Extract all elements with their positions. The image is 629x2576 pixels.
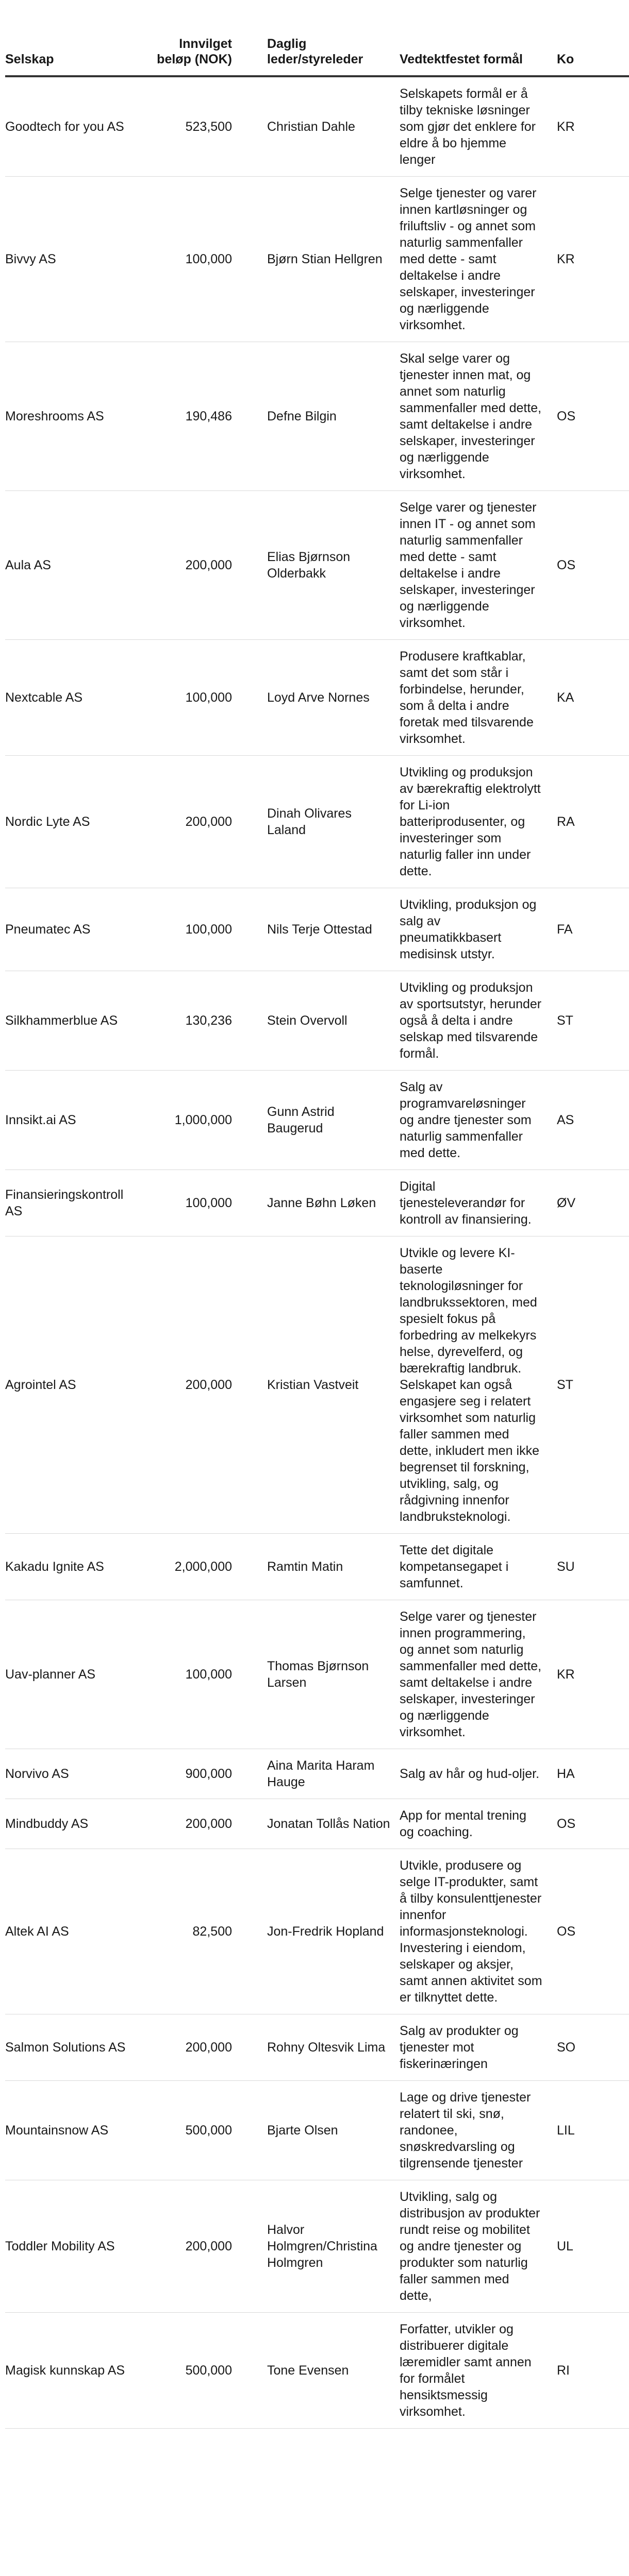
cell-municipality: AS bbox=[557, 1071, 629, 1170]
cell-amount: 130,236 bbox=[147, 971, 242, 1071]
cell-company: Norvivo AS bbox=[5, 1749, 147, 1799]
cell-amount: 200,000 bbox=[147, 756, 242, 888]
cell-purpose: Selge varer og tjenester innen IT - og annet som naturlig sammenfaller med dette - samt deltakelse i andre selskaper, investeringer og nærliggende virksomhet. bbox=[400, 491, 557, 640]
cell-leader: Bjørn Stian Hellgren bbox=[242, 177, 400, 342]
cell-leader: Gunn Astrid Baugerud bbox=[242, 1071, 400, 1170]
cell-amount: 1,000,000 bbox=[147, 1071, 242, 1170]
cell-municipality: KR bbox=[557, 76, 629, 177]
cell-purpose: Salg av produkter og tjenester mot fiskerinæringen bbox=[400, 2014, 557, 2081]
cell-municipality: OS bbox=[557, 491, 629, 640]
table-row bbox=[5, 2014, 629, 2081]
cell-amount: 190,486 bbox=[147, 342, 242, 491]
cell-company: Nordic Lyte AS bbox=[5, 756, 147, 888]
cell-municipality: OS bbox=[557, 342, 629, 491]
cell-municipality: KA bbox=[557, 640, 629, 756]
cell-amount: 100,000 bbox=[147, 1600, 242, 1749]
cell-purpose: App for mental trening og coaching. bbox=[400, 1799, 557, 1849]
cell-leader: Defne Bilgin bbox=[242, 342, 400, 491]
cell-purpose: Salg av hår og hud-oljer. bbox=[400, 1749, 557, 1799]
cell-purpose: Utvikling og produksjon av bærekraftig elektrolytt for Li-ion batteriprodusenter, og investeringer som naturlig faller inn under dette. bbox=[400, 756, 557, 888]
cell-company: Mountainsnow AS bbox=[5, 2081, 147, 2180]
cell-leader: Kristian Vastveit bbox=[242, 1236, 400, 1534]
cell-leader: Loyd Arve Nornes bbox=[242, 640, 400, 756]
cell-purpose: Salg av programvareløsninger og andre tjenester som naturlig sammenfaller med dette. bbox=[400, 1071, 557, 1170]
cell-leader: Dinah Olivares Laland bbox=[242, 756, 400, 888]
table-row bbox=[5, 2180, 629, 2313]
cell-purpose: Selskapets formål er å tilby tekniske løsninger som gjør det enklere for eldre å bo hjemme lenger bbox=[400, 76, 557, 177]
table-row bbox=[5, 342, 629, 491]
table-row bbox=[5, 1170, 629, 1236]
cell-company: Toddler Mobility AS bbox=[5, 2180, 147, 2313]
cell-purpose: Selge varer og tjenester innen programmering, og annet som naturlig sammenfaller med dette, samt deltakelse i andre selskaper, investeringer og nærliggende virksomhet. bbox=[400, 1600, 557, 1749]
cell-purpose: Utvikling, produksjon og salg av pneumatikkbasert medisinsk utstyr. bbox=[400, 888, 557, 971]
cell-amount: 100,000 bbox=[147, 888, 242, 971]
cell-leader: Ramtin Matin bbox=[242, 1534, 400, 1600]
cell-company: Innsikt.ai AS bbox=[5, 1071, 147, 1170]
cell-leader: Jon-Fredrik Hopland bbox=[242, 1849, 400, 2014]
header-purpose[interactable]: Vedtektfestet formål bbox=[400, 0, 557, 76]
cell-municipality: KR bbox=[557, 1600, 629, 1749]
cell-municipality: ST bbox=[557, 1236, 629, 1534]
cell-company: Pneumatec AS bbox=[5, 888, 147, 971]
cell-company: Altek AI AS bbox=[5, 1849, 147, 2014]
table-row bbox=[5, 1236, 629, 1534]
cell-leader: Bjarte Olsen bbox=[242, 2081, 400, 2180]
cell-amount: 82,500 bbox=[147, 1849, 242, 2014]
cell-amount: 200,000 bbox=[147, 1236, 242, 1534]
cell-leader: Thomas Bjørnson Larsen bbox=[242, 1600, 400, 1749]
table-row bbox=[5, 1071, 629, 1170]
table-header bbox=[5, 0, 629, 76]
grants-table bbox=[5, 0, 629, 2429]
cell-purpose: Utvikle og levere KI-baserte teknologiløsninger for landbrukssektoren, med spesielt fokus på forbedring av melkekyrs helse, dyrevelferd, og bærekraftig landbruk. Selskapet kan også engasjere seg i relatert virksomhet som naturlig faller sammen med dette, inkludert men ikke begrenset til forskning, utvikling, salg, og rådgivning innenfor landbruksteknologi. bbox=[400, 1236, 557, 1534]
cell-amount: 500,000 bbox=[147, 2313, 242, 2429]
cell-company: Kakadu Ignite AS bbox=[5, 1534, 147, 1600]
table-row bbox=[5, 1799, 629, 1849]
header-municipality[interactable]: Ko bbox=[557, 0, 629, 76]
table-row bbox=[5, 1849, 629, 2014]
table-row bbox=[5, 756, 629, 888]
cell-municipality: SO bbox=[557, 2014, 629, 2081]
cell-company: Aula AS bbox=[5, 491, 147, 640]
cell-purpose: Skal selge varer og tjenester innen mat, og annet som naturlig sammenfaller med dette, samt deltakelse i andre selskaper, investeringer og nærliggende virksomhet. bbox=[400, 342, 557, 491]
cell-municipality: OS bbox=[557, 1849, 629, 2014]
table-row bbox=[5, 640, 629, 756]
cell-company: Agrointel AS bbox=[5, 1236, 147, 1534]
cell-purpose: Digital tjenesteleverandør for kontroll av finansiering. bbox=[400, 1170, 557, 1236]
header-company[interactable]: Selskap bbox=[5, 0, 147, 76]
cell-company: Goodtech for you AS bbox=[5, 76, 147, 177]
cell-leader: Halvor Holmgren/Christina Holmgren bbox=[242, 2180, 400, 2313]
table-row bbox=[5, 1749, 629, 1799]
cell-amount: 200,000 bbox=[147, 491, 242, 640]
cell-amount: 100,000 bbox=[147, 177, 242, 342]
cell-amount: 523,500 bbox=[147, 76, 242, 177]
cell-purpose: Selge tjenester og varer innen kartløsninger og friluftsliv - og annet som naturlig sammenfaller med dette - samt deltakelse i andre selskaper, investeringer og nærliggende virksomhet. bbox=[400, 177, 557, 342]
table-row bbox=[5, 177, 629, 342]
header-row bbox=[5, 0, 629, 76]
cell-leader: Stein Overvoll bbox=[242, 971, 400, 1071]
table-row bbox=[5, 2081, 629, 2180]
cell-amount: 200,000 bbox=[147, 2014, 242, 2081]
cell-company: Silkhammerblue AS bbox=[5, 971, 147, 1071]
cell-purpose: Forfatter, utvikler og distribuerer digitale læremidler samt annen for formålet hensiktsmessig virksomhet. bbox=[400, 2313, 557, 2429]
cell-purpose: Lage og drive tjenester relatert til ski, snø, randonee, snøskredvarsling og tilgrensende tjenester bbox=[400, 2081, 557, 2180]
table-row bbox=[5, 1534, 629, 1600]
cell-municipality: HA bbox=[557, 1749, 629, 1799]
header-amount[interactable]: Innvilget beløp (NOK) bbox=[147, 0, 242, 76]
cell-municipality: OS bbox=[557, 1799, 629, 1849]
cell-leader: Aina Marita Haram Hauge bbox=[242, 1749, 400, 1799]
cell-purpose: Tette det digitale kompetansegapet i samfunnet. bbox=[400, 1534, 557, 1600]
cell-leader: Tone Evensen bbox=[242, 2313, 400, 2429]
cell-purpose: Utvikle, produsere og selge IT-produkter, samt å tilby konsulenttjenester innenfor informasjonsteknologi. Investering i eiendom, selskaper og aksjer, samt annen aktivitet som er tilknyttet dette. bbox=[400, 1849, 557, 2014]
cell-municipality: KR bbox=[557, 177, 629, 342]
cell-purpose: Utvikling, salg og distribusjon av produkter rundt reise og mobilitet og andre tjenester og produkter som naturlig faller sammen med dette, bbox=[400, 2180, 557, 2313]
cell-municipality: ØV bbox=[557, 1170, 629, 1236]
table-body bbox=[5, 76, 629, 2429]
cell-municipality: ST bbox=[557, 971, 629, 1071]
header-leader[interactable]: Daglig leder/styreleder bbox=[242, 0, 400, 76]
cell-municipality: RI bbox=[557, 2313, 629, 2429]
cell-leader: Christian Dahle bbox=[242, 76, 400, 177]
table-row bbox=[5, 2313, 629, 2429]
cell-company: Uav-planner AS bbox=[5, 1600, 147, 1749]
cell-company: Mindbuddy AS bbox=[5, 1799, 147, 1849]
cell-amount: 900,000 bbox=[147, 1749, 242, 1799]
cell-company: Bivvy AS bbox=[5, 177, 147, 342]
cell-leader: Nils Terje Ottestad bbox=[242, 888, 400, 971]
cell-company: Salmon Solutions AS bbox=[5, 2014, 147, 2081]
cell-leader: Elias Bjørnson Olderbakk bbox=[242, 491, 400, 640]
table-row bbox=[5, 888, 629, 971]
cell-amount: 2,000,000 bbox=[147, 1534, 242, 1600]
cell-municipality: SU bbox=[557, 1534, 629, 1600]
cell-municipality: RA bbox=[557, 756, 629, 888]
cell-amount: 500,000 bbox=[147, 2081, 242, 2180]
cell-company: Moreshrooms AS bbox=[5, 342, 147, 491]
cell-municipality: FA bbox=[557, 888, 629, 971]
cell-company: Finansieringskontroll AS bbox=[5, 1170, 147, 1236]
cell-purpose: Utvikling og produksjon av sportsutstyr, herunder også å delta i andre selskap med tilsvarende formål. bbox=[400, 971, 557, 1071]
table-row bbox=[5, 491, 629, 640]
table-row bbox=[5, 1600, 629, 1749]
cell-leader: Jonatan Tollås Nation bbox=[242, 1799, 400, 1849]
table-row bbox=[5, 971, 629, 1071]
cell-purpose: Produsere kraftkablar, samt det som står i forbindelse, herunder, som å delta i andre foretak med tilsvarende virksomhet. bbox=[400, 640, 557, 756]
cell-municipality: LIL bbox=[557, 2081, 629, 2180]
cell-municipality: UL bbox=[557, 2180, 629, 2313]
table-row bbox=[5, 76, 629, 177]
cell-leader: Rohny Oltesvik Lima bbox=[242, 2014, 400, 2081]
cell-amount: 100,000 bbox=[147, 640, 242, 756]
cell-amount: 100,000 bbox=[147, 1170, 242, 1236]
cell-leader: Janne Bøhn Løken bbox=[242, 1170, 400, 1236]
cell-company: Nextcable AS bbox=[5, 640, 147, 756]
cell-amount: 200,000 bbox=[147, 2180, 242, 2313]
cell-company: Magisk kunnskap AS bbox=[5, 2313, 147, 2429]
cell-amount: 200,000 bbox=[147, 1799, 242, 1849]
